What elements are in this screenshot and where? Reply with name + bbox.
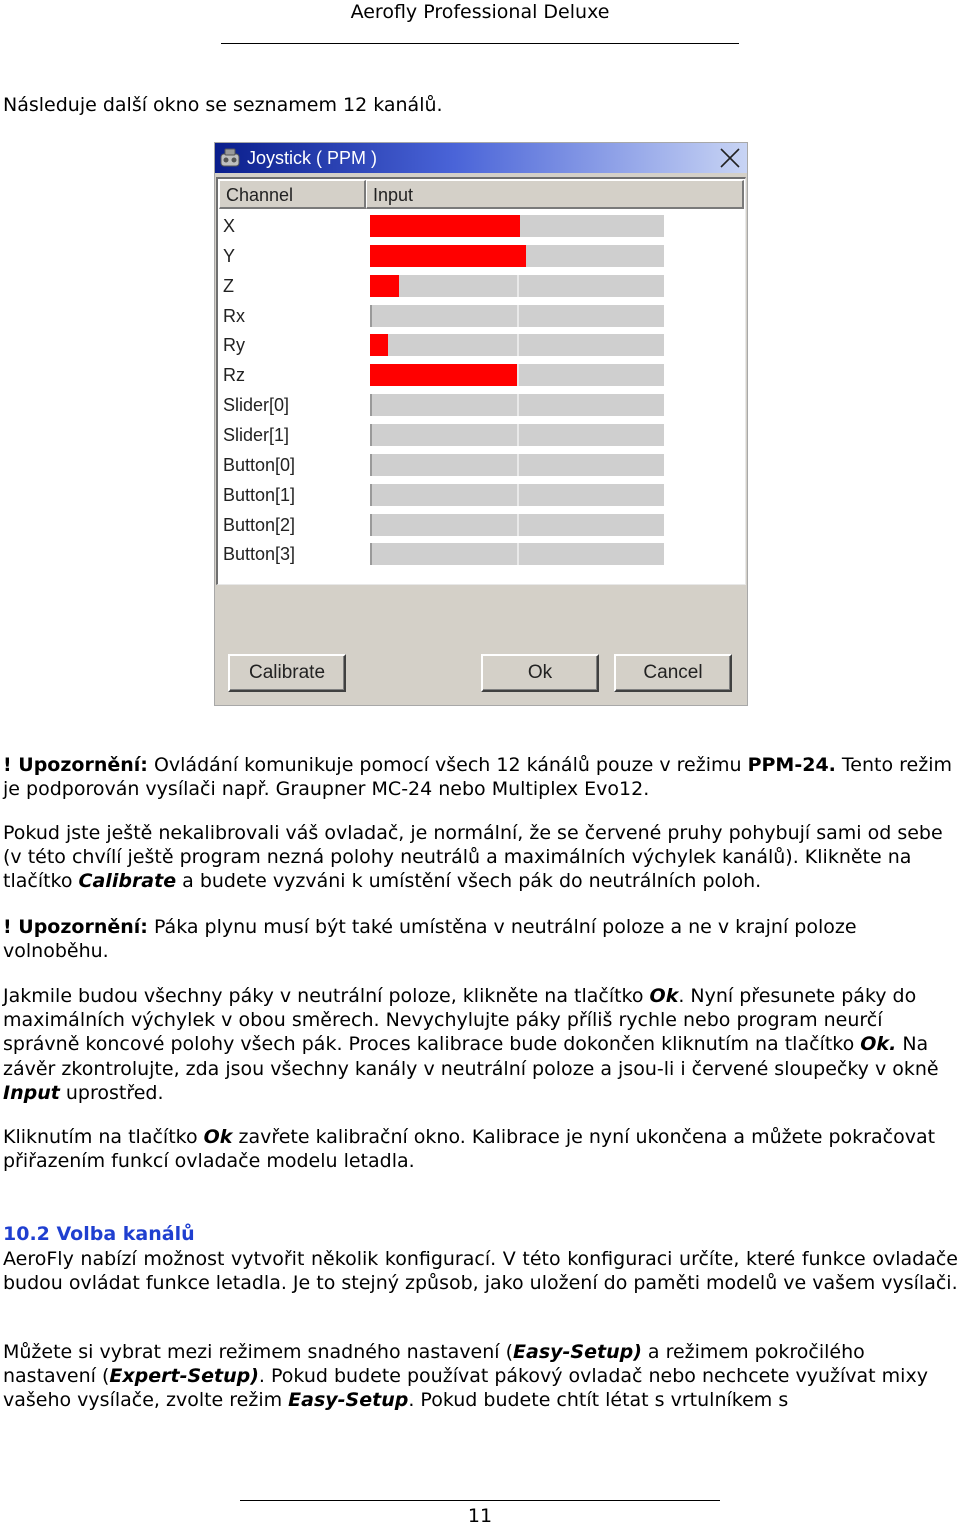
channel-input-fill	[370, 334, 388, 356]
close-paragraph	[3, 1125, 958, 1173]
cancel-button[interactable]: Cancel	[614, 654, 732, 692]
channel-input-bar	[370, 394, 664, 416]
bar-center-line	[517, 424, 519, 446]
note-mode: PPM-24.	[747, 754, 836, 776]
bar-origin-line	[370, 454, 372, 476]
paragraph-text: a režimem pokročilého nastavení (	[3, 1341, 865, 1388]
bar-origin-line	[370, 424, 372, 446]
channel-label: Button[0]	[223, 455, 296, 475]
note-text: Páka plynu musí být také umístěna v neutrální poloze a ne v krajní poloze volnoběhu.	[3, 916, 857, 963]
channel-input-bar	[370, 454, 664, 476]
page-header-title: Aerofly Professional Deluxe	[350, 1, 610, 23]
paragraph-text-end: . Pokud budete chtít létat s vrtulníkem s	[408, 1389, 789, 1412]
ok-keyword: Ok	[649, 985, 679, 1007]
bar-center-line	[517, 484, 519, 506]
channel-label: Rx	[223, 306, 245, 326]
bar-center-line	[517, 334, 519, 356]
channel-label: X	[223, 216, 236, 236]
calibration-paragraph	[3, 821, 958, 894]
channel-input-fill	[370, 245, 526, 267]
paragraph-text: Pokud jste ještě nekalibrovali váš ovladač, je normální, že se červené pruhy pohybují sami od sebe (v této chvílí ještě program nezná polohy neutrálů a maximálních výchylek kanálů). Klikněte na tlačítko	[3, 822, 943, 893]
channel-label: Y	[223, 246, 236, 266]
channel-label: Slider[0]	[223, 395, 290, 415]
channel-label: Button[1]	[223, 485, 296, 505]
channel-label: Button[2]	[223, 515, 296, 535]
bar-center-line	[517, 543, 519, 565]
note-ppm	[3, 753, 958, 801]
calibrate-keyword: Calibrate	[78, 870, 177, 893]
channel-label: Ry	[223, 335, 245, 355]
section-body: AeroFly nabízí možnost vytvořit několik konfigurací. V této konfiguraci určíte, které funkce ovladače budou ovládat funkce letadla. Je to stejný způsob, jako uložení do paměti modelů ve vašem vysílači.	[3, 1248, 958, 1295]
channel-input-bar	[370, 215, 664, 237]
ok-button[interactable]: Ok	[481, 654, 599, 692]
paragraph-text: Na závěr zkontrolujte, zda jsou všechny kanály v neutrální poloze a jsou-li i červené sloupečky v okně	[3, 1033, 939, 1080]
section-heading	[3, 1222, 958, 1246]
input-keyword: Input	[3, 1081, 60, 1104]
channel-input-fill	[370, 364, 517, 386]
footer-rule	[240, 1500, 720, 1501]
paragraph-text: Jakmile budou všechny páky v neutrální poloze, klikněte na tlačítko	[3, 985, 650, 1007]
header-rule	[221, 43, 739, 44]
paragraph-text-end: a budete vyzváni k umístění všech pák do neutrálních poloh.	[176, 870, 762, 893]
note-prefix: ! Upozornění:	[3, 916, 148, 938]
bar-center-line	[517, 305, 519, 327]
channel-input-bar	[370, 305, 664, 327]
section-title: Volba kanálů	[49, 1223, 195, 1245]
column-header-input[interactable]: Input	[366, 180, 744, 209]
paragraph-text-end: zavřete kalibrační okno. Kalibrace je nyní ukončena a můžete pokračovat přiřazením funkcí ovladače modelu letadla.	[3, 1126, 936, 1173]
ok-keyword: Ok	[203, 1126, 233, 1148]
bar-origin-line	[370, 305, 372, 327]
bar-center-line	[517, 454, 519, 476]
channel-label: Z	[223, 276, 234, 296]
page-number: 11	[467, 1505, 493, 1527]
note-throttle	[3, 915, 958, 963]
bar-center-line	[517, 364, 519, 386]
channel-input-bar	[370, 484, 664, 506]
close-icon[interactable]	[718, 146, 742, 170]
bar-center-line	[517, 514, 519, 536]
paragraph-text: . Pokud budete používat pákový ovladač nebo nechcete využívat mixy vašeho vysílače, zvolte režim	[3, 1365, 928, 1412]
paragraph-text: Můžete si vybrat mezi režimem snadného nastavení (	[3, 1341, 514, 1363]
expert-setup-keyword: Expert-Setup)	[109, 1365, 259, 1388]
bar-center-line	[517, 275, 519, 297]
channel-input-fill	[370, 275, 399, 297]
procedure-paragraph	[3, 984, 958, 1105]
dialog-title: Joystick ( PPM )	[247, 148, 378, 168]
ok-keyword: Ok.	[860, 1033, 897, 1056]
dialog-titlebar[interactable]	[215, 143, 747, 173]
paragraph-text: Kliknutím na tlačítko	[3, 1126, 204, 1148]
joystick-app-icon	[219, 148, 241, 168]
bar-origin-line	[370, 514, 372, 536]
note-prefix: ! Upozornění:	[3, 754, 148, 776]
channel-input-bar	[370, 334, 664, 356]
channel-input-bar	[370, 364, 664, 386]
channel-list[interactable]	[216, 177, 746, 585]
paragraph-text: . Nyní přesunete páky do maximálních výchylek v obou směrech. Nevychylujte páky příliš rychle nebo program neurčí správně koncové polohy všech pák. Proces kalibrace bude dokončen kliknutím na tlačítko	[3, 985, 917, 1056]
calibrate-button[interactable]: Calibrate	[228, 654, 346, 692]
easy-setup-keyword: Easy-Setup	[288, 1389, 409, 1412]
channel-label: Rz	[223, 365, 245, 385]
channel-input-bar	[370, 275, 664, 297]
easy-setup-keyword: Easy-Setup)	[513, 1341, 642, 1363]
bar-origin-line	[370, 394, 372, 416]
bar-origin-line	[370, 543, 372, 565]
paragraph-text-end: uprostřed.	[59, 1081, 164, 1104]
channel-input-bar	[370, 245, 664, 267]
channel-input-bar	[370, 543, 664, 565]
column-header-channel[interactable]: Channel	[219, 180, 366, 209]
bar-origin-line	[370, 484, 372, 506]
channel-input-bar	[370, 424, 664, 446]
intro-text: Následuje další okno se seznamem 12 kanálů.	[3, 94, 443, 116]
joystick-dialog	[214, 142, 748, 706]
channel-input-bar	[370, 514, 664, 536]
channel-input-fill	[370, 215, 520, 237]
note-text-end: Tento režim je podporován vysílači např. Graupner MC-24 nebo Multiplex Evo12.	[3, 754, 952, 801]
setup-paragraph	[3, 1340, 958, 1413]
section-number: 10.2	[3, 1223, 50, 1245]
bar-center-line	[517, 394, 519, 416]
channel-label: Slider[1]	[223, 425, 290, 445]
channel-label: Button[3]	[223, 544, 296, 564]
note-text: Ovládání komunikuje pomocí všech 12 kánálů pouze v režimu	[147, 754, 748, 776]
